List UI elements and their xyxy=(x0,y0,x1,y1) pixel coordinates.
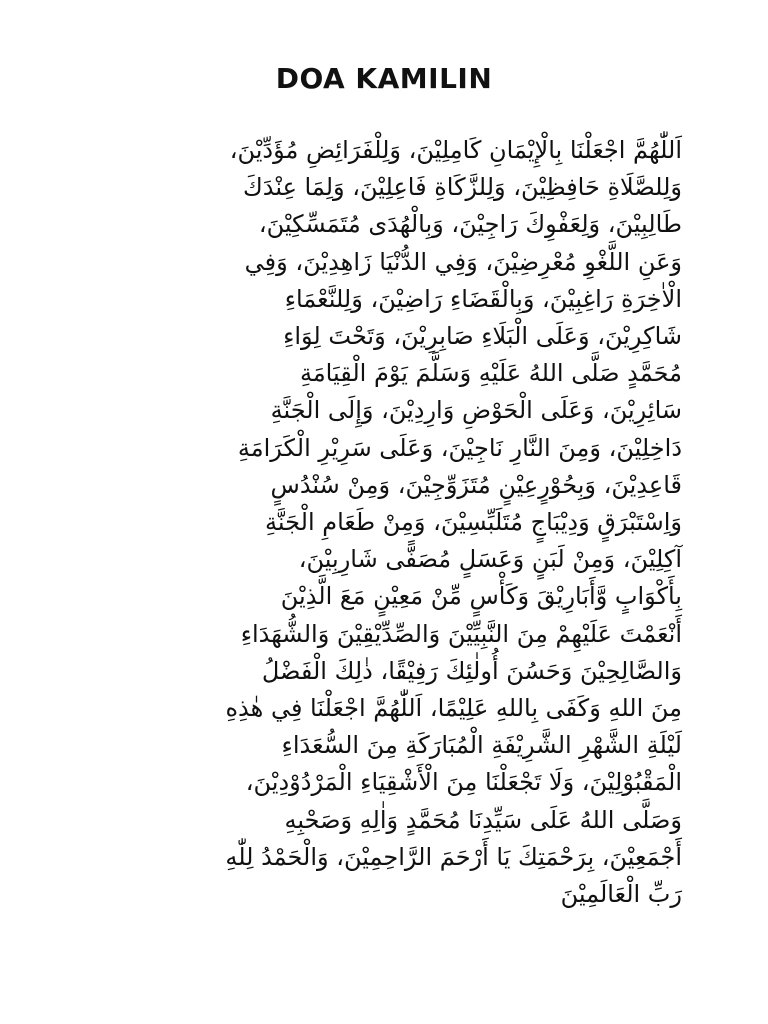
prayer-line: وَصَلَّى اللهُ عَلَى سَيِّدِنَا مُحَمَّدٍ وَاٰلِهِ وَصَحْبِهِ xyxy=(284,805,682,834)
prayer-text xyxy=(92,132,682,913)
page-title: DOA KAMILIN xyxy=(275,62,493,95)
prayer-line: قَاعِدِيْنَ، وَبِحُوْرٍعِيْنٍ مُتَزَوِّجِيْنَ، وَمِنْ سُنْدُسٍ xyxy=(270,470,682,499)
prayer-line: أَجْمَعِيْنَ، بِرَحْمَتِكَ يَا أَرْحَمَ الرَّاحِمِيْنَ، وَالْحَمْدُ لِلّٰهِ xyxy=(225,842,682,871)
prayer-line: شَاكِرِيْنَ، وَعَلَى الْبَلَاءِ صَابِرِيْنَ، وَتَحْتَ لِوَاءِ xyxy=(283,322,682,351)
prayer-line: دَاخِلِيْنَ، وَمِنَ النَّارِ نَاجِيْنَ، وَعَلَى سَرِيْرِ الْكَرَامَةِ xyxy=(237,433,682,462)
prayer-line: الْاٰخِرَةِ رَاغِبِيْنَ، وَبِالْقَضَاءِ رَاضِيْنَ، وَلِلنَّعْمَاءِ xyxy=(284,284,682,313)
prayer-line: أَنْعَمْتَ عَلَيْهِمْ مِنَ النَّبِيِّيْنَ وَالصِّدِّيْقِيْنَ وَالشُّهَدَاءِ xyxy=(240,619,682,648)
prayer-line: لَيْلَةِ الشَّهْرِ الشَّرِيْفَةِ الْمُبَارَكَةِ مِنَ السُّعَدَاءِ xyxy=(281,731,682,760)
prayer-line: وَالصَّالِحِيْنَ وَحَسُنَ أُولٰئِكَ رَفِيْقًا، ذٰلِكَ الْفَضْلُ xyxy=(261,656,682,685)
prayer-line: رَبِّ الْعَالَمِيْنَ xyxy=(560,880,682,909)
prayer-line: الْمَقْبُوْلِيْنَ، وَلَا تَجْعَلْنَا مِنَ الْأَشْقِيَاءِ الْمَرْدُوْدِيْنَ، xyxy=(245,768,682,797)
prayer-line: طَالِبِيْنَ، وَلِعَفْوِكَ رَاجِيْنَ، وَبِالْهُدَى مُتَمَسِّكِيْنَ، xyxy=(258,210,682,239)
prayer-line: مِنَ اللهِ وَكَفَى بِاللهِ عَلِيْمًا، اَللّٰهُمَّ اجْعَلْنَا فِي هٰذِهِ xyxy=(225,694,682,723)
prayer-line: آكِلِيْنَ، وَمِنْ لَبَنٍ وَعَسَلٍ مُصَفًّى شَارِبِيْنَ، xyxy=(298,545,682,574)
prayer-line: مُحَمَّدٍ صَلَّى اللهُ عَلَيْهِ وَسَلَّمَ يَوْمَ الْقِيَامَةِ xyxy=(299,359,682,388)
prayer-line: وَاِسْتَبْرَقٍ وَدِيْبَاجٍ مُتَلَبِّسِيْنَ، وَمِنْ طَعَامِ الْجَنَّةِ xyxy=(265,508,682,537)
prayer-line: سَائِرِيْنَ، وَعَلَى الْحَوْضِ وَارِدِيْنَ، وَإِلَى الْجَنَّةِ xyxy=(270,396,682,425)
prayer-line: وَلِلصَّلَاةِ حَافِظِيْنَ، وَلِلزَّكَاةِ فَاعِلِيْنَ، وَلِمَا عِنْدَكَ xyxy=(242,173,682,202)
prayer-line: بِأَكْوَابٍ وَّأَبَارِيْقَ وَكَأْسٍ مِّنْ مَعِيْنٍ مَعَ الَّذِيْنَ xyxy=(280,582,682,611)
prayer-line: اَللّٰهُمَّ اجْعَلْنَا بِالْإِيْمَانِ كَامِلِيْنَ، وَلِلْفَرَائِضِ مُؤَدِّيْنَ، xyxy=(229,136,682,164)
prayer-line: وَعَنِ اللَّغْوِ مُعْرِضِيْنَ، وَفِي الدُّنْيَا زَاهِدِيْنَ، وَفِي xyxy=(244,247,682,276)
